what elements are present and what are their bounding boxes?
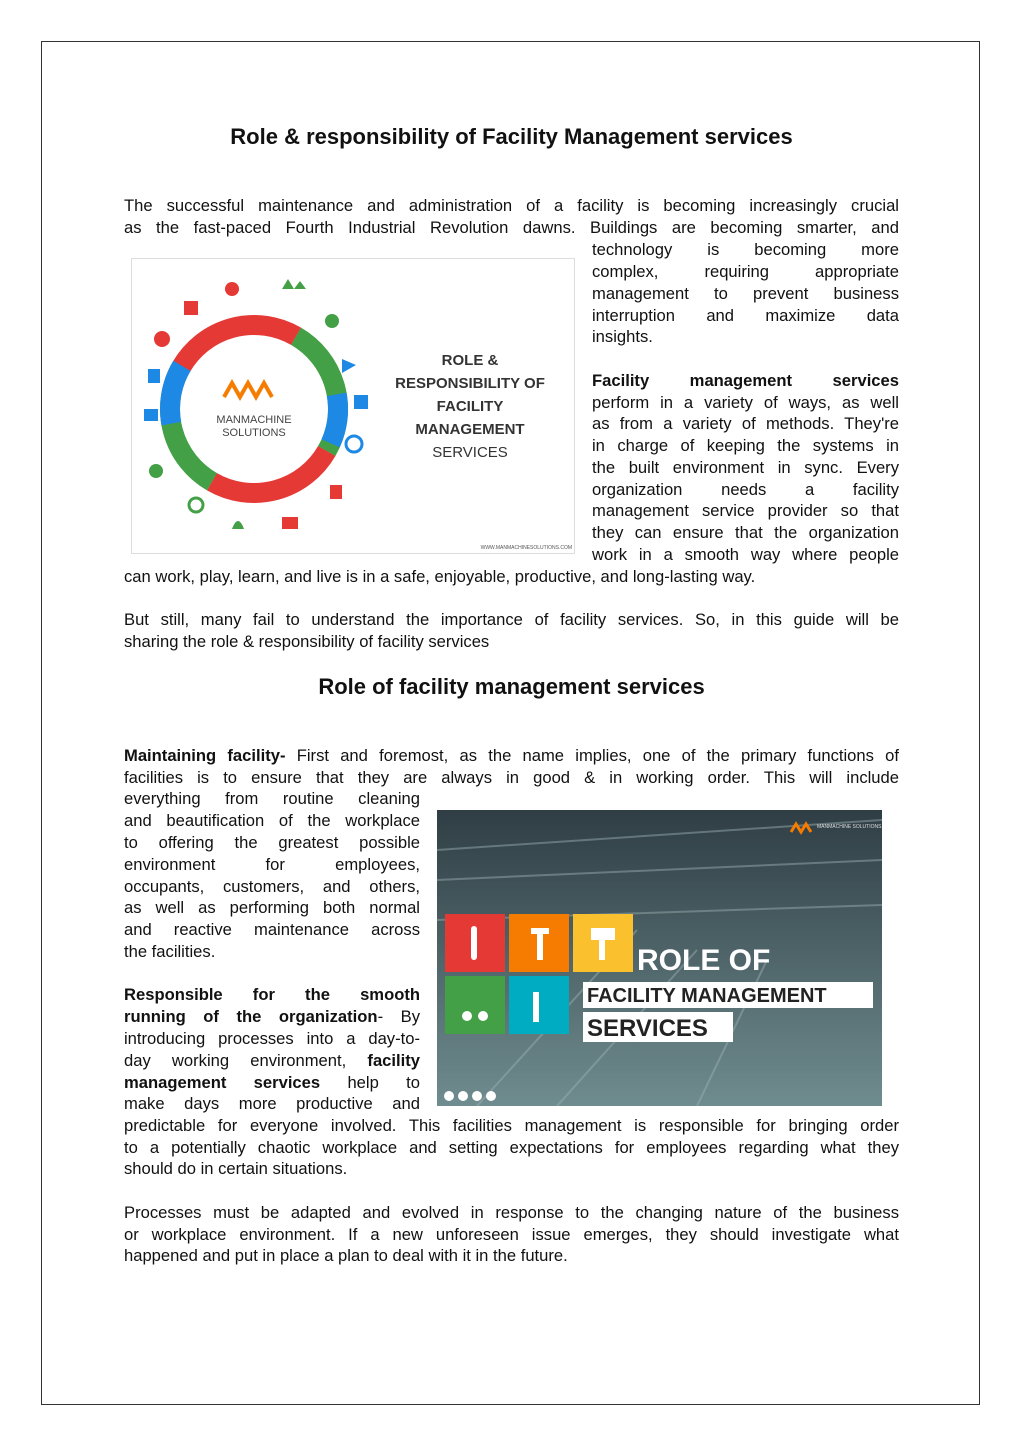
fm-line: work in a smooth way where people — [592, 545, 899, 564]
maintaining-line: and reactive maintenance across — [124, 920, 420, 939]
responsible-line: predictable for everyone involved. This facilities management is responsible for bringing order — [124, 1116, 899, 1135]
fm-line: can work, play, learn, and live is in a safe, enjoyable, productive, and long-lasting way. — [124, 567, 756, 586]
intro-line: The successful maintenance and administration of a facility is becoming increasingly crucial — [124, 196, 899, 215]
role-of-facility-banner — [437, 810, 882, 1106]
intro-line: as the fast-paced Fourth Industrial Revolution dawns. Buildings are becoming smarter, and — [124, 218, 899, 237]
brand-line-2: SOLUTIONS — [222, 427, 286, 439]
responsible-bold: facility — [367, 1051, 420, 1070]
page-title: Role & responsibility of Facility Management services — [230, 124, 793, 149]
infographic-heading-3: FACILITY — [436, 398, 504, 415]
fm-line: the built environment in sync. Every — [592, 458, 899, 477]
responsible-line: to a potentially chaotic workplace and setting expectations for employees regarding what they — [124, 1138, 899, 1157]
infographic-graphic — [132, 259, 575, 554]
maintaining-line: occupants, customers, and others, — [124, 877, 420, 896]
infographic-url: WWW.MANMACHINESOLUTIONS.COM — [480, 545, 572, 551]
responsible-text: help to — [320, 1073, 420, 1092]
intro-line: interruption and maximize data — [592, 306, 899, 325]
processes-line: happened and put in place a plan to deal with it in the future. — [124, 1246, 568, 1265]
maintaining-text: First and foremost, as the name implies, one of the primary functions of — [285, 746, 899, 765]
fm-line: as from a variety of methods. They're — [592, 414, 899, 433]
responsible-heading-cont: running of the organization — [124, 1007, 378, 1026]
maintaining-line: everything from routine cleaning — [124, 789, 420, 808]
infographic-heading-1: ROLE & — [441, 352, 499, 369]
intro-line: complex, requiring appropriate — [592, 262, 899, 281]
fm-heading: Facility management services — [592, 371, 899, 390]
responsible-heading: Responsible for the smooth — [124, 985, 420, 1004]
paragraph-line: But still, many fail to understand the importance of facility services. So, in this guide will be — [124, 610, 899, 629]
infographic-heading-2: RESPONSIBILITY OF — [395, 375, 545, 392]
brand-line-1: MANMACHINE — [216, 414, 292, 426]
fm-line: management service provider so that — [592, 501, 899, 520]
maintaining-line — [124, 745, 899, 767]
banner-heading-3: SERVICES — [587, 1015, 708, 1042]
banner-heading-2: FACILITY MANAGEMENT — [587, 985, 827, 1007]
maintaining-label: Maintaining facility- — [124, 746, 286, 765]
banner-graphic — [437, 810, 882, 1106]
responsible-text: - By — [377, 1007, 420, 1026]
maintaining-line: the facilities. — [124, 942, 216, 961]
maintaining-line: as well as performing both normal — [124, 898, 420, 917]
maintaining-line: and beautification of the workplace — [124, 811, 420, 830]
responsible-line: make days more productive and — [124, 1094, 420, 1113]
banner-heading-1: ROLE OF — [637, 944, 771, 977]
responsible-bold: management services — [124, 1073, 321, 1092]
maintaining-line: facilities is to ensure that they are always in good & in working order. This will include — [124, 768, 899, 787]
intro-line: technology is becoming more — [592, 240, 899, 259]
banner-logo: MANMACHINE SOLUTIONS — [817, 824, 882, 830]
responsible-line — [124, 1050, 420, 1072]
processes-line: Processes must be adapted and evolved in response to the changing nature of the business — [124, 1203, 899, 1222]
infographic-heading-4: MANAGEMENT — [415, 421, 525, 438]
fm-line: in charge of keeping the systems in — [592, 436, 899, 455]
fm-line: they can ensure that the organization — [592, 523, 899, 542]
responsible-line: introducing processes into a day-to- — [124, 1029, 420, 1048]
intro-line: management to prevent business — [592, 284, 899, 303]
responsible-line: should do in certain situations. — [124, 1159, 348, 1178]
responsible-line — [124, 1006, 420, 1028]
intro-line: insights. — [592, 327, 653, 346]
role-responsibility-infographic — [131, 258, 575, 554]
maintaining-line: to offering the greatest possible — [124, 833, 420, 852]
paragraph-line: sharing the role & responsibility of facility services — [124, 632, 490, 651]
infographic-heading-5: SERVICES — [432, 444, 508, 461]
responsible-line — [124, 1072, 420, 1094]
fm-line: perform in a variety of ways, as well — [592, 393, 899, 412]
processes-line: or workplace environment. If a new unforeseen issue emerges, they should investigate what — [124, 1225, 899, 1244]
fm-line: organization needs a facility — [592, 480, 899, 499]
section-title: Role of facility management services — [318, 674, 705, 699]
responsible-text: day working environment, — [124, 1051, 368, 1070]
maintaining-line: environment for employees, — [124, 855, 420, 874]
